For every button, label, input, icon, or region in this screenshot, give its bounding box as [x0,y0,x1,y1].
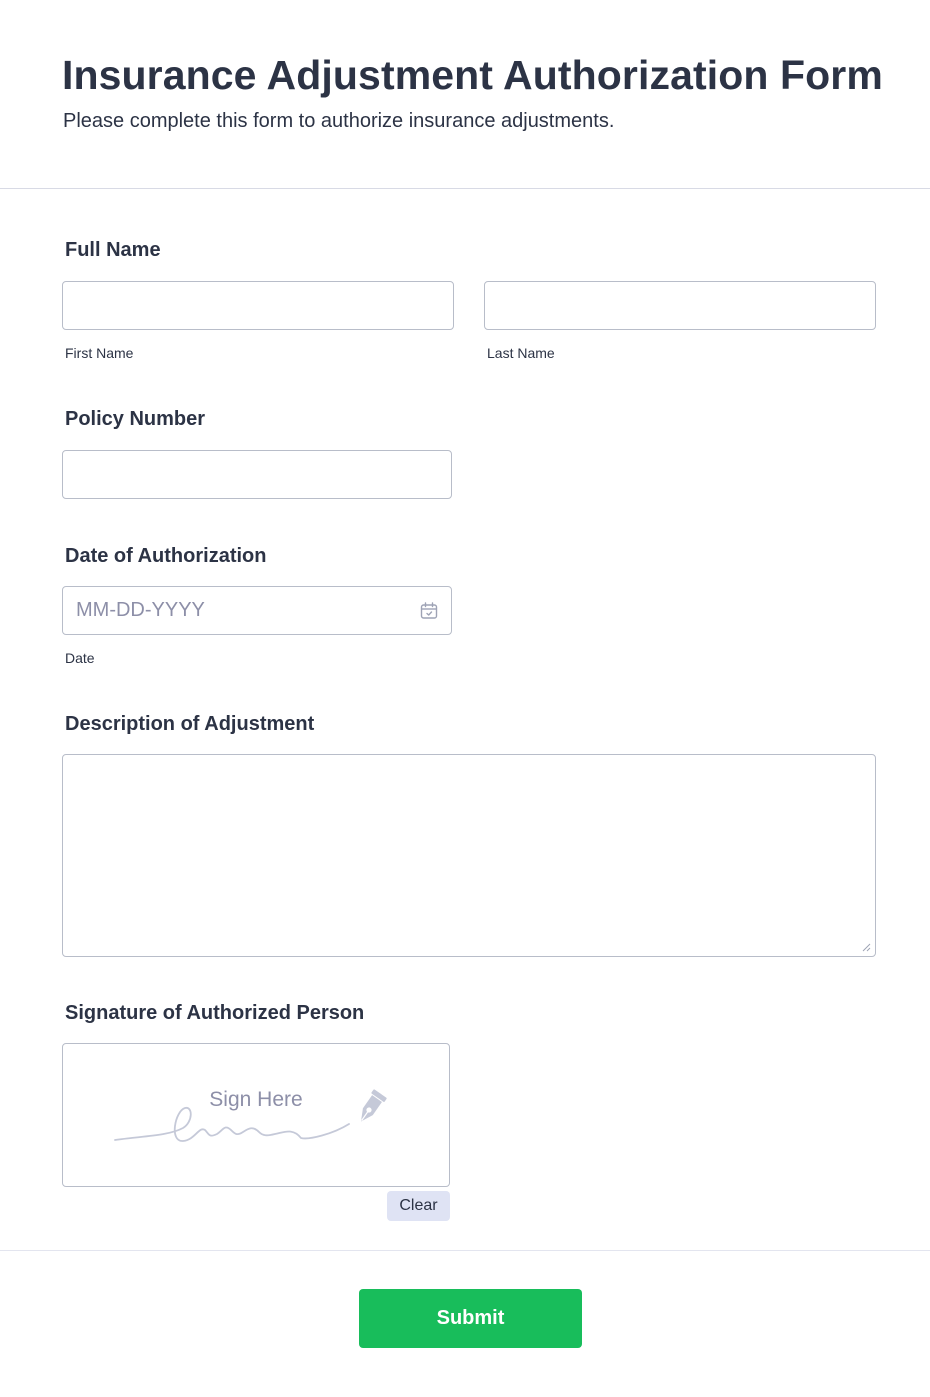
sign-here-placeholder: Sign Here [209,1088,303,1111]
signature-label: Signature of Authorized Person [65,1002,365,1024]
footer-divider [0,1250,930,1251]
description-textarea[interactable] [63,755,875,956]
description-label: Description of Adjustment [65,713,315,735]
clear-signature-button[interactable]: Clear [387,1191,450,1221]
first-name-sublabel: First Name [65,345,134,361]
policy-number-label: Policy Number [65,408,206,430]
last-name-input[interactable] [485,282,875,329]
last-name-sublabel: Last Name [487,345,555,361]
date-input[interactable] [63,587,451,634]
full-name-label: Full Name [65,239,161,261]
form-title: Insurance Adjustment Authorization Form [62,52,883,98]
policy-number-input[interactable] [63,451,451,498]
last-name-field-wrapper [484,281,876,330]
resize-grip-icon[interactable] [861,942,871,952]
date-of-authorization-label: Date of Authorization [65,545,267,567]
submit-button[interactable]: Submit [359,1289,582,1348]
policy-number-field-wrapper [62,450,452,499]
calendar-icon[interactable] [420,602,438,620]
description-field-wrapper [62,754,876,957]
date-field-wrapper [62,586,452,635]
form-header [0,0,930,189]
first-name-input[interactable] [63,282,453,329]
form-subtitle: Please complete this form to authorize insurance adjustments. [63,110,615,132]
first-name-field-wrapper [62,281,454,330]
signature-pad[interactable] [62,1043,450,1187]
date-sublabel: Date [65,650,95,666]
